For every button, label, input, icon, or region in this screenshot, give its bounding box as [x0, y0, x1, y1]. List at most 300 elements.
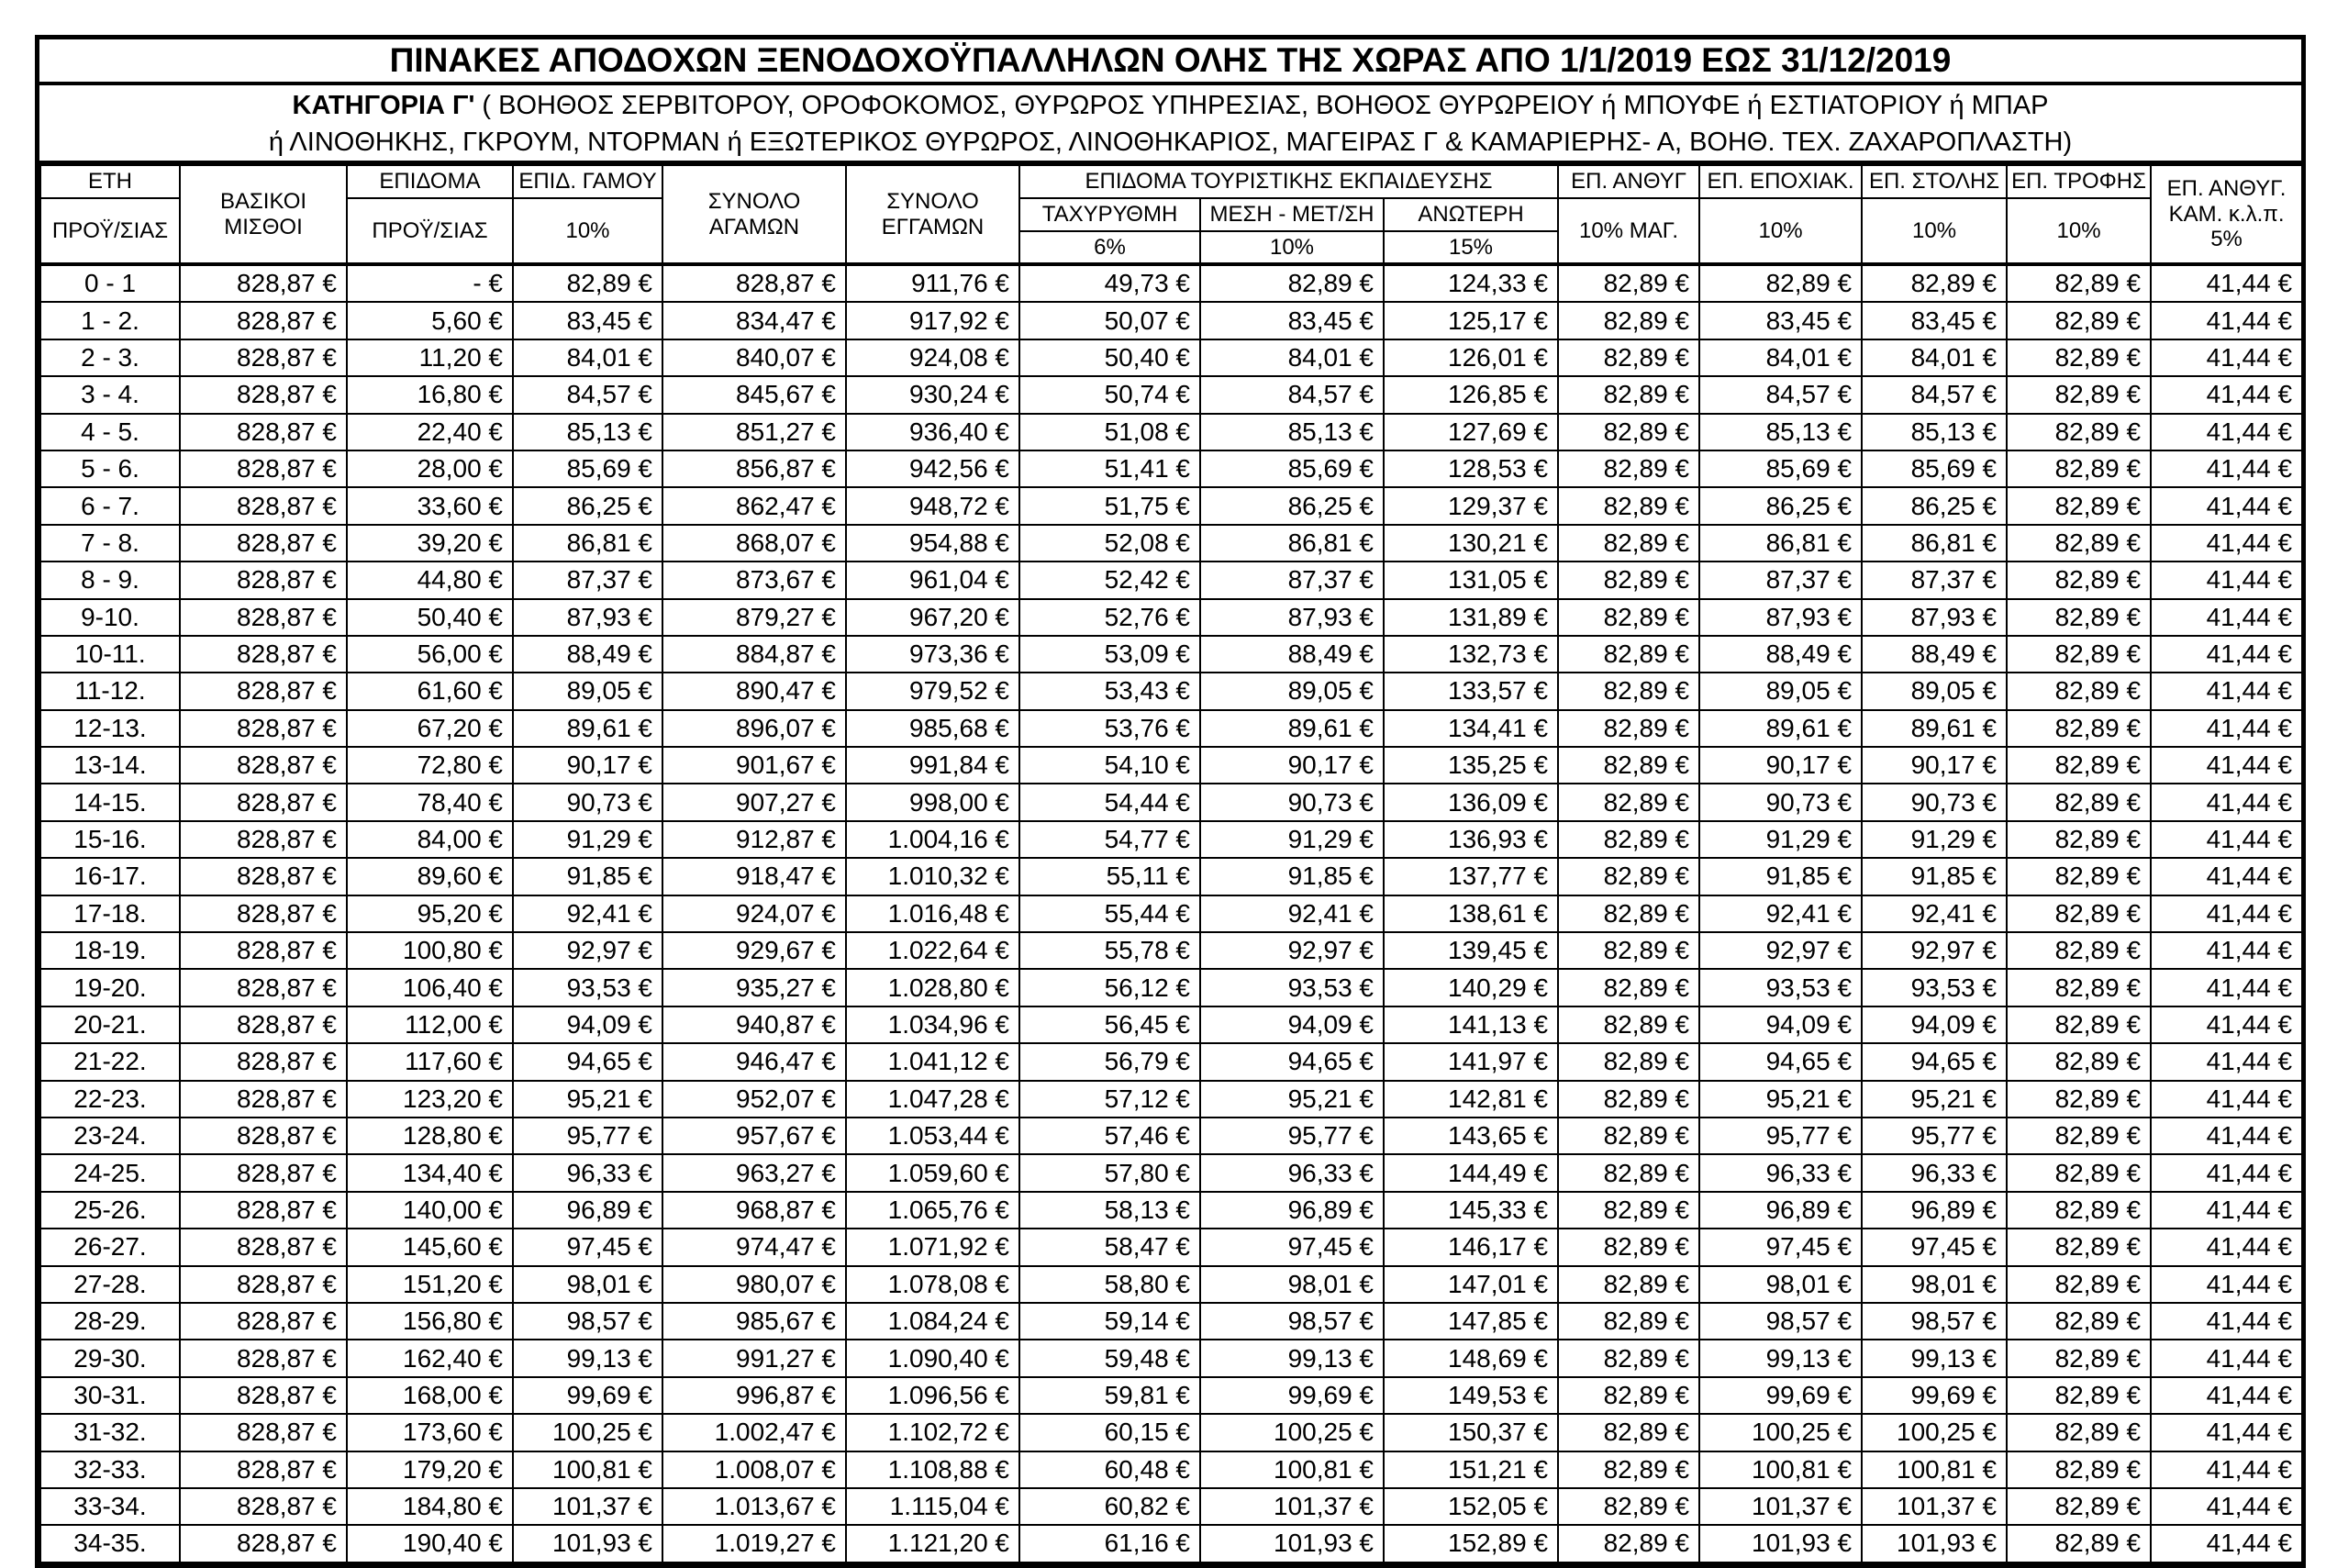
- amount-cell: 911,76 €: [846, 264, 1019, 302]
- amount-cell: 82,89 €: [2007, 414, 2151, 450]
- amount-cell: 1.022,64 €: [846, 932, 1019, 969]
- header-accelerated: ΤΑΧΥΡΥΘΜΗ: [1019, 198, 1200, 231]
- amount-cell: 93,53 €: [513, 969, 662, 1006]
- header-uniform-pct: 10%: [1862, 198, 2007, 264]
- amount-cell: 82,89 €: [1558, 1488, 1699, 1525]
- amount-cell: 41,44 €: [2151, 1192, 2302, 1229]
- amount-cell: 82,89 €: [1558, 1118, 1699, 1154]
- amount-cell: 828,87 €: [180, 1006, 347, 1043]
- years-cell: 32-33.: [40, 1451, 180, 1488]
- amount-cell: 50,40 €: [347, 599, 513, 636]
- header-higher: ΑΝΩΤΕΡΗ: [1384, 198, 1558, 231]
- years-cell: 25-26.: [40, 1192, 180, 1229]
- table-row: [40, 414, 2302, 450]
- amount-cell: 86,25 €: [1200, 487, 1384, 524]
- amount-cell: 22,40 €: [347, 414, 513, 450]
- amount-cell: 51,41 €: [1019, 450, 1200, 487]
- amount-cell: 828,87 €: [180, 414, 347, 450]
- header-seasonal: ΕΠ. ΕΠΟΧΙΑΚ.: [1699, 165, 1862, 198]
- years-cell: 7 - 8.: [40, 525, 180, 562]
- amount-cell: 100,25 €: [1200, 1414, 1384, 1451]
- amount-cell: 90,73 €: [1699, 784, 1862, 820]
- amount-cell: 41,44 €: [2151, 599, 2302, 636]
- amount-cell: 41,44 €: [2151, 1154, 2302, 1191]
- amount-cell: 879,27 €: [662, 599, 846, 636]
- amount-cell: 41,44 €: [2151, 1266, 2302, 1303]
- amount-cell: 100,25 €: [1699, 1414, 1862, 1451]
- amount-cell: 56,00 €: [347, 636, 513, 673]
- amount-cell: 88,49 €: [1699, 636, 1862, 673]
- amount-cell: 133,57 €: [1384, 673, 1558, 709]
- amount-cell: 82,89 €: [2007, 1229, 2151, 1265]
- amount-cell: 82,89 €: [2007, 1340, 2151, 1376]
- amount-cell: 58,80 €: [1019, 1266, 1200, 1303]
- header-years: ΕΤΗ: [40, 165, 180, 198]
- amount-cell: 828,87 €: [180, 784, 347, 820]
- amount-cell: 82,89 €: [1558, 562, 1699, 598]
- amount-cell: 82,89 €: [2007, 339, 2151, 376]
- amount-cell: 1.084,24 €: [846, 1303, 1019, 1340]
- amount-cell: 82,89 €: [2007, 302, 2151, 339]
- amount-cell: 56,45 €: [1019, 1006, 1200, 1043]
- header-marriage-allowance: ΕΠΙΔ. ΓΑΜΟΥ: [513, 165, 662, 198]
- table-row: [40, 1006, 2302, 1043]
- amount-cell: 41,44 €: [2151, 932, 2302, 969]
- amount-cell: 82,89 €: [2007, 784, 2151, 820]
- amount-cell: 87,93 €: [1699, 599, 1862, 636]
- amount-cell: 85,13 €: [1862, 414, 2007, 450]
- amount-cell: 117,60 €: [347, 1043, 513, 1080]
- table-row: [40, 302, 2302, 339]
- amount-cell: 57,46 €: [1019, 1118, 1200, 1154]
- amount-cell: 95,77 €: [1200, 1118, 1384, 1154]
- page-title: ΠΙΝΑΚΕΣ ΑΠΟΔΟΧΩΝ ΞΕΝΟΔΟΧΟΫΠΑΛΛΗΛΩΝ ΟΛΗΣ ΤΗΣ ΧΩΡΑΣ ΑΠΟ 1/1/2019 ΕΩΣ 31/12/2019: [39, 39, 2301, 85]
- amount-cell: 41,44 €: [2151, 895, 2302, 932]
- amount-cell: 929,67 €: [662, 932, 846, 969]
- amount-cell: 89,61 €: [513, 710, 662, 747]
- amount-cell: 147,85 €: [1384, 1303, 1558, 1340]
- amount-cell: 87,93 €: [1200, 599, 1384, 636]
- amount-cell: 868,07 €: [662, 525, 846, 562]
- table-row: [40, 339, 2302, 376]
- amount-cell: 901,67 €: [662, 747, 846, 784]
- header-seniority-allowance-sub: ΠΡΟΫ/ΣΙΑΣ: [347, 198, 513, 264]
- amount-cell: 1.034,96 €: [846, 1006, 1019, 1043]
- amount-cell: 50,40 €: [1019, 339, 1200, 376]
- amount-cell: 97,45 €: [513, 1229, 662, 1265]
- amount-cell: 100,81 €: [1200, 1451, 1384, 1488]
- amount-cell: 84,00 €: [347, 821, 513, 858]
- amount-cell: 54,77 €: [1019, 821, 1200, 858]
- amount-cell: 41,44 €: [2151, 673, 2302, 709]
- amount-cell: 41,44 €: [2151, 1340, 2302, 1376]
- amount-cell: 862,47 €: [662, 487, 846, 524]
- table-row: [40, 1229, 2302, 1265]
- amount-cell: 61,60 €: [347, 673, 513, 709]
- amount-cell: 93,53 €: [1862, 969, 2007, 1006]
- amount-cell: 83,45 €: [1200, 302, 1384, 339]
- amount-cell: 86,81 €: [1200, 525, 1384, 562]
- amount-cell: 89,61 €: [1862, 710, 2007, 747]
- amount-cell: 53,76 €: [1019, 710, 1200, 747]
- amount-cell: 100,81 €: [1862, 1451, 2007, 1488]
- amount-cell: 96,89 €: [1200, 1192, 1384, 1229]
- amount-cell: 873,67 €: [662, 562, 846, 598]
- category-description: [39, 85, 2301, 164]
- amount-cell: 82,89 €: [1558, 969, 1699, 1006]
- years-cell: 28-29.: [40, 1303, 180, 1340]
- amount-cell: 99,13 €: [513, 1340, 662, 1376]
- header-total-married-line2: ΕΓΓΑΜΩΝ: [881, 214, 985, 239]
- amount-cell: 82,89 €: [2007, 821, 2151, 858]
- amount-cell: 147,01 €: [1384, 1266, 1558, 1303]
- header-seniority-allowance: ΕΠΙΔΟΜΑ: [347, 165, 513, 198]
- amount-cell: 82,89 €: [2007, 264, 2151, 302]
- header-total-single: [662, 165, 846, 264]
- amount-cell: 44,80 €: [347, 562, 513, 598]
- years-cell: 6 - 7.: [40, 487, 180, 524]
- amount-cell: 828,87 €: [180, 302, 347, 339]
- amount-cell: 87,37 €: [1200, 562, 1384, 598]
- table-row: [40, 1192, 2302, 1229]
- amount-cell: 101,93 €: [1200, 1525, 1384, 1562]
- amount-cell: 91,29 €: [1200, 821, 1384, 858]
- amount-cell: 991,27 €: [662, 1340, 846, 1376]
- amount-cell: 91,29 €: [513, 821, 662, 858]
- amount-cell: 97,45 €: [1200, 1229, 1384, 1265]
- amount-cell: 86,25 €: [513, 487, 662, 524]
- amount-cell: 137,77 €: [1384, 858, 1558, 895]
- amount-cell: 828,87 €: [180, 673, 347, 709]
- amount-cell: 82,89 €: [2007, 450, 2151, 487]
- amount-cell: 100,81 €: [513, 1451, 662, 1488]
- amount-cell: 84,57 €: [1200, 376, 1384, 413]
- amount-cell: 936,40 €: [846, 414, 1019, 450]
- amount-cell: 91,85 €: [1862, 858, 2007, 895]
- amount-cell: 1.047,28 €: [846, 1081, 1019, 1118]
- amount-cell: 828,87 €: [180, 1303, 347, 1340]
- amount-cell: 82,89 €: [2007, 1377, 2151, 1414]
- amount-cell: 151,20 €: [347, 1266, 513, 1303]
- amount-cell: 82,89 €: [1558, 1006, 1699, 1043]
- amount-cell: 57,12 €: [1019, 1081, 1200, 1118]
- amount-cell: 828,87 €: [180, 710, 347, 747]
- amount-cell: 101,93 €: [1862, 1525, 2007, 1562]
- amount-cell: 98,57 €: [1200, 1303, 1384, 1340]
- amount-cell: 98,01 €: [513, 1266, 662, 1303]
- amount-cell: 1.102,72 €: [846, 1414, 1019, 1451]
- amount-cell: 92,41 €: [1699, 895, 1862, 932]
- amount-cell: 967,20 €: [846, 599, 1019, 636]
- amount-cell: 87,93 €: [1862, 599, 2007, 636]
- amount-cell: 1.019,27 €: [662, 1525, 846, 1562]
- amount-cell: 50,07 €: [1019, 302, 1200, 339]
- amount-cell: 41,44 €: [2151, 1006, 2302, 1043]
- amount-cell: 61,16 €: [1019, 1525, 1200, 1562]
- amount-cell: 1.053,44 €: [846, 1118, 1019, 1154]
- amount-cell: 49,73 €: [1019, 264, 1200, 302]
- amount-cell: 82,89 €: [2007, 858, 2151, 895]
- amount-cell: 828,87 €: [180, 932, 347, 969]
- amount-cell: 99,69 €: [1200, 1377, 1384, 1414]
- years-cell: 5 - 6.: [40, 450, 180, 487]
- amount-cell: 82,89 €: [1558, 1414, 1699, 1451]
- amount-cell: 93,53 €: [1699, 969, 1862, 1006]
- amount-cell: 95,21 €: [1200, 1081, 1384, 1118]
- amount-cell: 998,00 €: [846, 784, 1019, 820]
- amount-cell: 86,81 €: [513, 525, 662, 562]
- years-cell: 26-27.: [40, 1229, 180, 1265]
- amount-cell: 1.004,16 €: [846, 821, 1019, 858]
- amount-cell: 82,89 €: [1558, 1340, 1699, 1376]
- amount-cell: 1.016,48 €: [846, 895, 1019, 932]
- amount-cell: 58,13 €: [1019, 1192, 1200, 1229]
- table-row: [40, 821, 2302, 858]
- amount-cell: 95,21 €: [1699, 1081, 1862, 1118]
- amount-cell: 96,33 €: [513, 1154, 662, 1191]
- amount-cell: 980,07 €: [662, 1266, 846, 1303]
- amount-cell: 86,25 €: [1862, 487, 2007, 524]
- amount-cell: 145,33 €: [1384, 1192, 1558, 1229]
- salary-table-sheet: [35, 35, 2306, 1568]
- amount-cell: 82,89 €: [1558, 1451, 1699, 1488]
- amount-cell: 91,85 €: [513, 858, 662, 895]
- amount-cell: 82,89 €: [1558, 784, 1699, 820]
- amount-cell: 82,89 €: [1558, 487, 1699, 524]
- years-cell: 15-16.: [40, 821, 180, 858]
- amount-cell: 89,05 €: [1699, 673, 1862, 709]
- header-food-pct: 10%: [2007, 198, 2151, 264]
- amount-cell: 41,44 €: [2151, 264, 2302, 302]
- amount-cell: 973,36 €: [846, 636, 1019, 673]
- category-line-1: [39, 87, 2301, 124]
- amount-cell: 1.010,32 €: [846, 858, 1019, 895]
- amount-cell: 82,89 €: [2007, 636, 2151, 673]
- amount-cell: 41,44 €: [2151, 562, 2302, 598]
- amount-cell: 828,87 €: [180, 1266, 347, 1303]
- amount-cell: 89,60 €: [347, 858, 513, 895]
- years-cell: 30-31.: [40, 1377, 180, 1414]
- amount-cell: 162,40 €: [347, 1340, 513, 1376]
- table-row: [40, 1303, 2302, 1340]
- amount-cell: 828,87 €: [180, 1229, 347, 1265]
- amount-cell: 60,82 €: [1019, 1488, 1200, 1525]
- amount-cell: 828,87 €: [180, 487, 347, 524]
- amount-cell: 101,37 €: [1862, 1488, 2007, 1525]
- amount-cell: 143,65 €: [1384, 1118, 1558, 1154]
- amount-cell: 126,85 €: [1384, 376, 1558, 413]
- category-label: ΚΑΤΗΓΟΡΙΑ Γ': [292, 91, 475, 120]
- amount-cell: 101,37 €: [513, 1488, 662, 1525]
- amount-cell: 82,89 €: [1558, 339, 1699, 376]
- years-cell: 18-19.: [40, 932, 180, 969]
- amount-cell: 84,01 €: [1699, 339, 1862, 376]
- years-cell: 14-15.: [40, 784, 180, 820]
- amount-cell: 41,44 €: [2151, 1525, 2302, 1562]
- amount-cell: 85,13 €: [1699, 414, 1862, 450]
- amount-cell: 82,89 €: [2007, 487, 2151, 524]
- amount-cell: 184,80 €: [347, 1488, 513, 1525]
- amount-cell: 146,17 €: [1384, 1229, 1558, 1265]
- amount-cell: 82,89 €: [1200, 264, 1384, 302]
- amount-cell: 952,07 €: [662, 1081, 846, 1118]
- amount-cell: 135,25 €: [1384, 747, 1558, 784]
- amount-cell: 91,85 €: [1699, 858, 1862, 895]
- amount-cell: 99,69 €: [513, 1377, 662, 1414]
- header-higher-pct: 15%: [1384, 231, 1558, 264]
- amount-cell: 100,81 €: [1699, 1451, 1862, 1488]
- amount-cell: 828,87 €: [180, 747, 347, 784]
- amount-cell: 16,80 €: [347, 376, 513, 413]
- header-unhealthy-room-pct: 5%: [2210, 227, 2243, 252]
- amount-cell: 86,25 €: [1699, 487, 1862, 524]
- amount-cell: 126,01 €: [1384, 339, 1558, 376]
- amount-cell: 60,48 €: [1019, 1451, 1200, 1488]
- amount-cell: 82,89 €: [1558, 525, 1699, 562]
- amount-cell: 82,89 €: [1558, 710, 1699, 747]
- table-row: [40, 525, 2302, 562]
- amount-cell: 85,13 €: [1200, 414, 1384, 450]
- amount-cell: 828,87 €: [180, 895, 347, 932]
- amount-cell: 94,09 €: [1699, 1006, 1862, 1043]
- amount-cell: 82,89 €: [1558, 821, 1699, 858]
- header-seasonal-pct: 10%: [1699, 198, 1862, 264]
- amount-cell: 828,87 €: [180, 821, 347, 858]
- amount-cell: 101,37 €: [1699, 1488, 1862, 1525]
- years-cell: 16-17.: [40, 858, 180, 895]
- table-row: [40, 858, 2302, 895]
- years-cell: 27-28.: [40, 1266, 180, 1303]
- amount-cell: 1.108,88 €: [846, 1451, 1019, 1488]
- amount-cell: 56,79 €: [1019, 1043, 1200, 1080]
- amount-cell: 53,09 €: [1019, 636, 1200, 673]
- amount-cell: 41,44 €: [2151, 487, 2302, 524]
- table-row: [40, 747, 2302, 784]
- amount-cell: 51,08 €: [1019, 414, 1200, 450]
- amount-cell: 84,01 €: [1200, 339, 1384, 376]
- amount-cell: 41,44 €: [2151, 784, 2302, 820]
- amount-cell: 828,87 €: [180, 376, 347, 413]
- amount-cell: 82,89 €: [2007, 599, 2151, 636]
- years-cell: 24-25.: [40, 1154, 180, 1191]
- header-base-salary-line2: ΜΙΣΘΟΙ: [224, 214, 303, 239]
- amount-cell: 52,76 €: [1019, 599, 1200, 636]
- amount-cell: 136,93 €: [1384, 821, 1558, 858]
- amount-cell: 828,87 €: [180, 1525, 347, 1562]
- header-unhealthy-room-line2: ΚΑΜ. κ.λ.π.: [2168, 201, 2285, 227]
- amount-cell: 96,89 €: [1862, 1192, 2007, 1229]
- amount-cell: 41,44 €: [2151, 636, 2302, 673]
- amount-cell: 98,57 €: [1862, 1303, 2007, 1340]
- amount-cell: 834,47 €: [662, 302, 846, 339]
- amount-cell: 59,14 €: [1019, 1303, 1200, 1340]
- amount-cell: 82,89 €: [1558, 673, 1699, 709]
- amount-cell: 55,11 €: [1019, 858, 1200, 895]
- amount-cell: 41,44 €: [2151, 710, 2302, 747]
- amount-cell: 1.090,40 €: [846, 1340, 1019, 1376]
- amount-cell: 82,89 €: [2007, 562, 2151, 598]
- amount-cell: 85,69 €: [1699, 450, 1862, 487]
- amount-cell: 828,87 €: [180, 264, 347, 302]
- amount-cell: 851,27 €: [662, 414, 846, 450]
- table-row: [40, 264, 2302, 302]
- table-row: [40, 1043, 2302, 1080]
- amount-cell: 94,09 €: [1200, 1006, 1384, 1043]
- table-row: [40, 1525, 2302, 1562]
- amount-cell: 82,89 €: [2007, 1118, 2151, 1154]
- amount-cell: 82,89 €: [1558, 450, 1699, 487]
- table-row: [40, 1451, 2302, 1488]
- amount-cell: 935,27 €: [662, 969, 846, 1006]
- years-cell: 34-35.: [40, 1525, 180, 1562]
- amount-cell: 41,44 €: [2151, 1081, 2302, 1118]
- amount-cell: 41,44 €: [2151, 1118, 2302, 1154]
- amount-cell: 100,25 €: [1862, 1414, 2007, 1451]
- amount-cell: 149,53 €: [1384, 1377, 1558, 1414]
- amount-cell: 82,89 €: [2007, 747, 2151, 784]
- table-row: [40, 784, 2302, 820]
- amount-cell: 89,05 €: [1200, 673, 1384, 709]
- amount-cell: 890,47 €: [662, 673, 846, 709]
- amount-cell: 95,77 €: [513, 1118, 662, 1154]
- years-cell: 13-14.: [40, 747, 180, 784]
- amount-cell: 91,85 €: [1200, 858, 1384, 895]
- amount-cell: 142,81 €: [1384, 1081, 1558, 1118]
- amount-cell: 974,47 €: [662, 1229, 846, 1265]
- amount-cell: 856,87 €: [662, 450, 846, 487]
- amount-cell: 54,10 €: [1019, 747, 1200, 784]
- amount-cell: 968,87 €: [662, 1192, 846, 1229]
- amount-cell: 82,89 €: [2007, 1154, 2151, 1191]
- amount-cell: 948,72 €: [846, 487, 1019, 524]
- amount-cell: 1.002,47 €: [662, 1414, 846, 1451]
- amount-cell: 96,33 €: [1200, 1154, 1384, 1191]
- amount-cell: 128,80 €: [347, 1118, 513, 1154]
- amount-cell: 82,89 €: [1558, 747, 1699, 784]
- amount-cell: 828,87 €: [662, 264, 846, 302]
- header-food: ΕΠ. ΤΡΟΦΗΣ: [2007, 165, 2151, 198]
- amount-cell: 95,77 €: [1699, 1118, 1862, 1154]
- amount-cell: 28,00 €: [347, 450, 513, 487]
- amount-cell: 41,44 €: [2151, 858, 2302, 895]
- amount-cell: 1.078,08 €: [846, 1266, 1019, 1303]
- amount-cell: 90,17 €: [1862, 747, 2007, 784]
- amount-cell: 86,81 €: [1699, 525, 1862, 562]
- amount-cell: 996,87 €: [662, 1377, 846, 1414]
- amount-cell: 95,21 €: [513, 1081, 662, 1118]
- amount-cell: 907,27 €: [662, 784, 846, 820]
- header-base-salary: [180, 165, 347, 264]
- amount-cell: 84,57 €: [1862, 376, 2007, 413]
- amount-cell: 82,89 €: [1558, 1377, 1699, 1414]
- amount-cell: 41,44 €: [2151, 450, 2302, 487]
- amount-cell: 918,47 €: [662, 858, 846, 895]
- years-cell: 20-21.: [40, 1006, 180, 1043]
- amount-cell: 88,49 €: [1200, 636, 1384, 673]
- table-row: [40, 710, 2302, 747]
- amount-cell: 954,88 €: [846, 525, 1019, 562]
- amount-cell: 60,15 €: [1019, 1414, 1200, 1451]
- amount-cell: 138,61 €: [1384, 895, 1558, 932]
- amount-cell: 82,89 €: [1558, 636, 1699, 673]
- years-cell: 22-23.: [40, 1081, 180, 1118]
- table-row: [40, 1377, 2302, 1414]
- amount-cell: 828,87 €: [180, 969, 347, 1006]
- amount-cell: 82,89 €: [1558, 302, 1699, 339]
- amount-cell: 82,89 €: [1558, 1266, 1699, 1303]
- amount-cell: 190,40 €: [347, 1525, 513, 1562]
- amount-cell: 53,43 €: [1019, 673, 1200, 709]
